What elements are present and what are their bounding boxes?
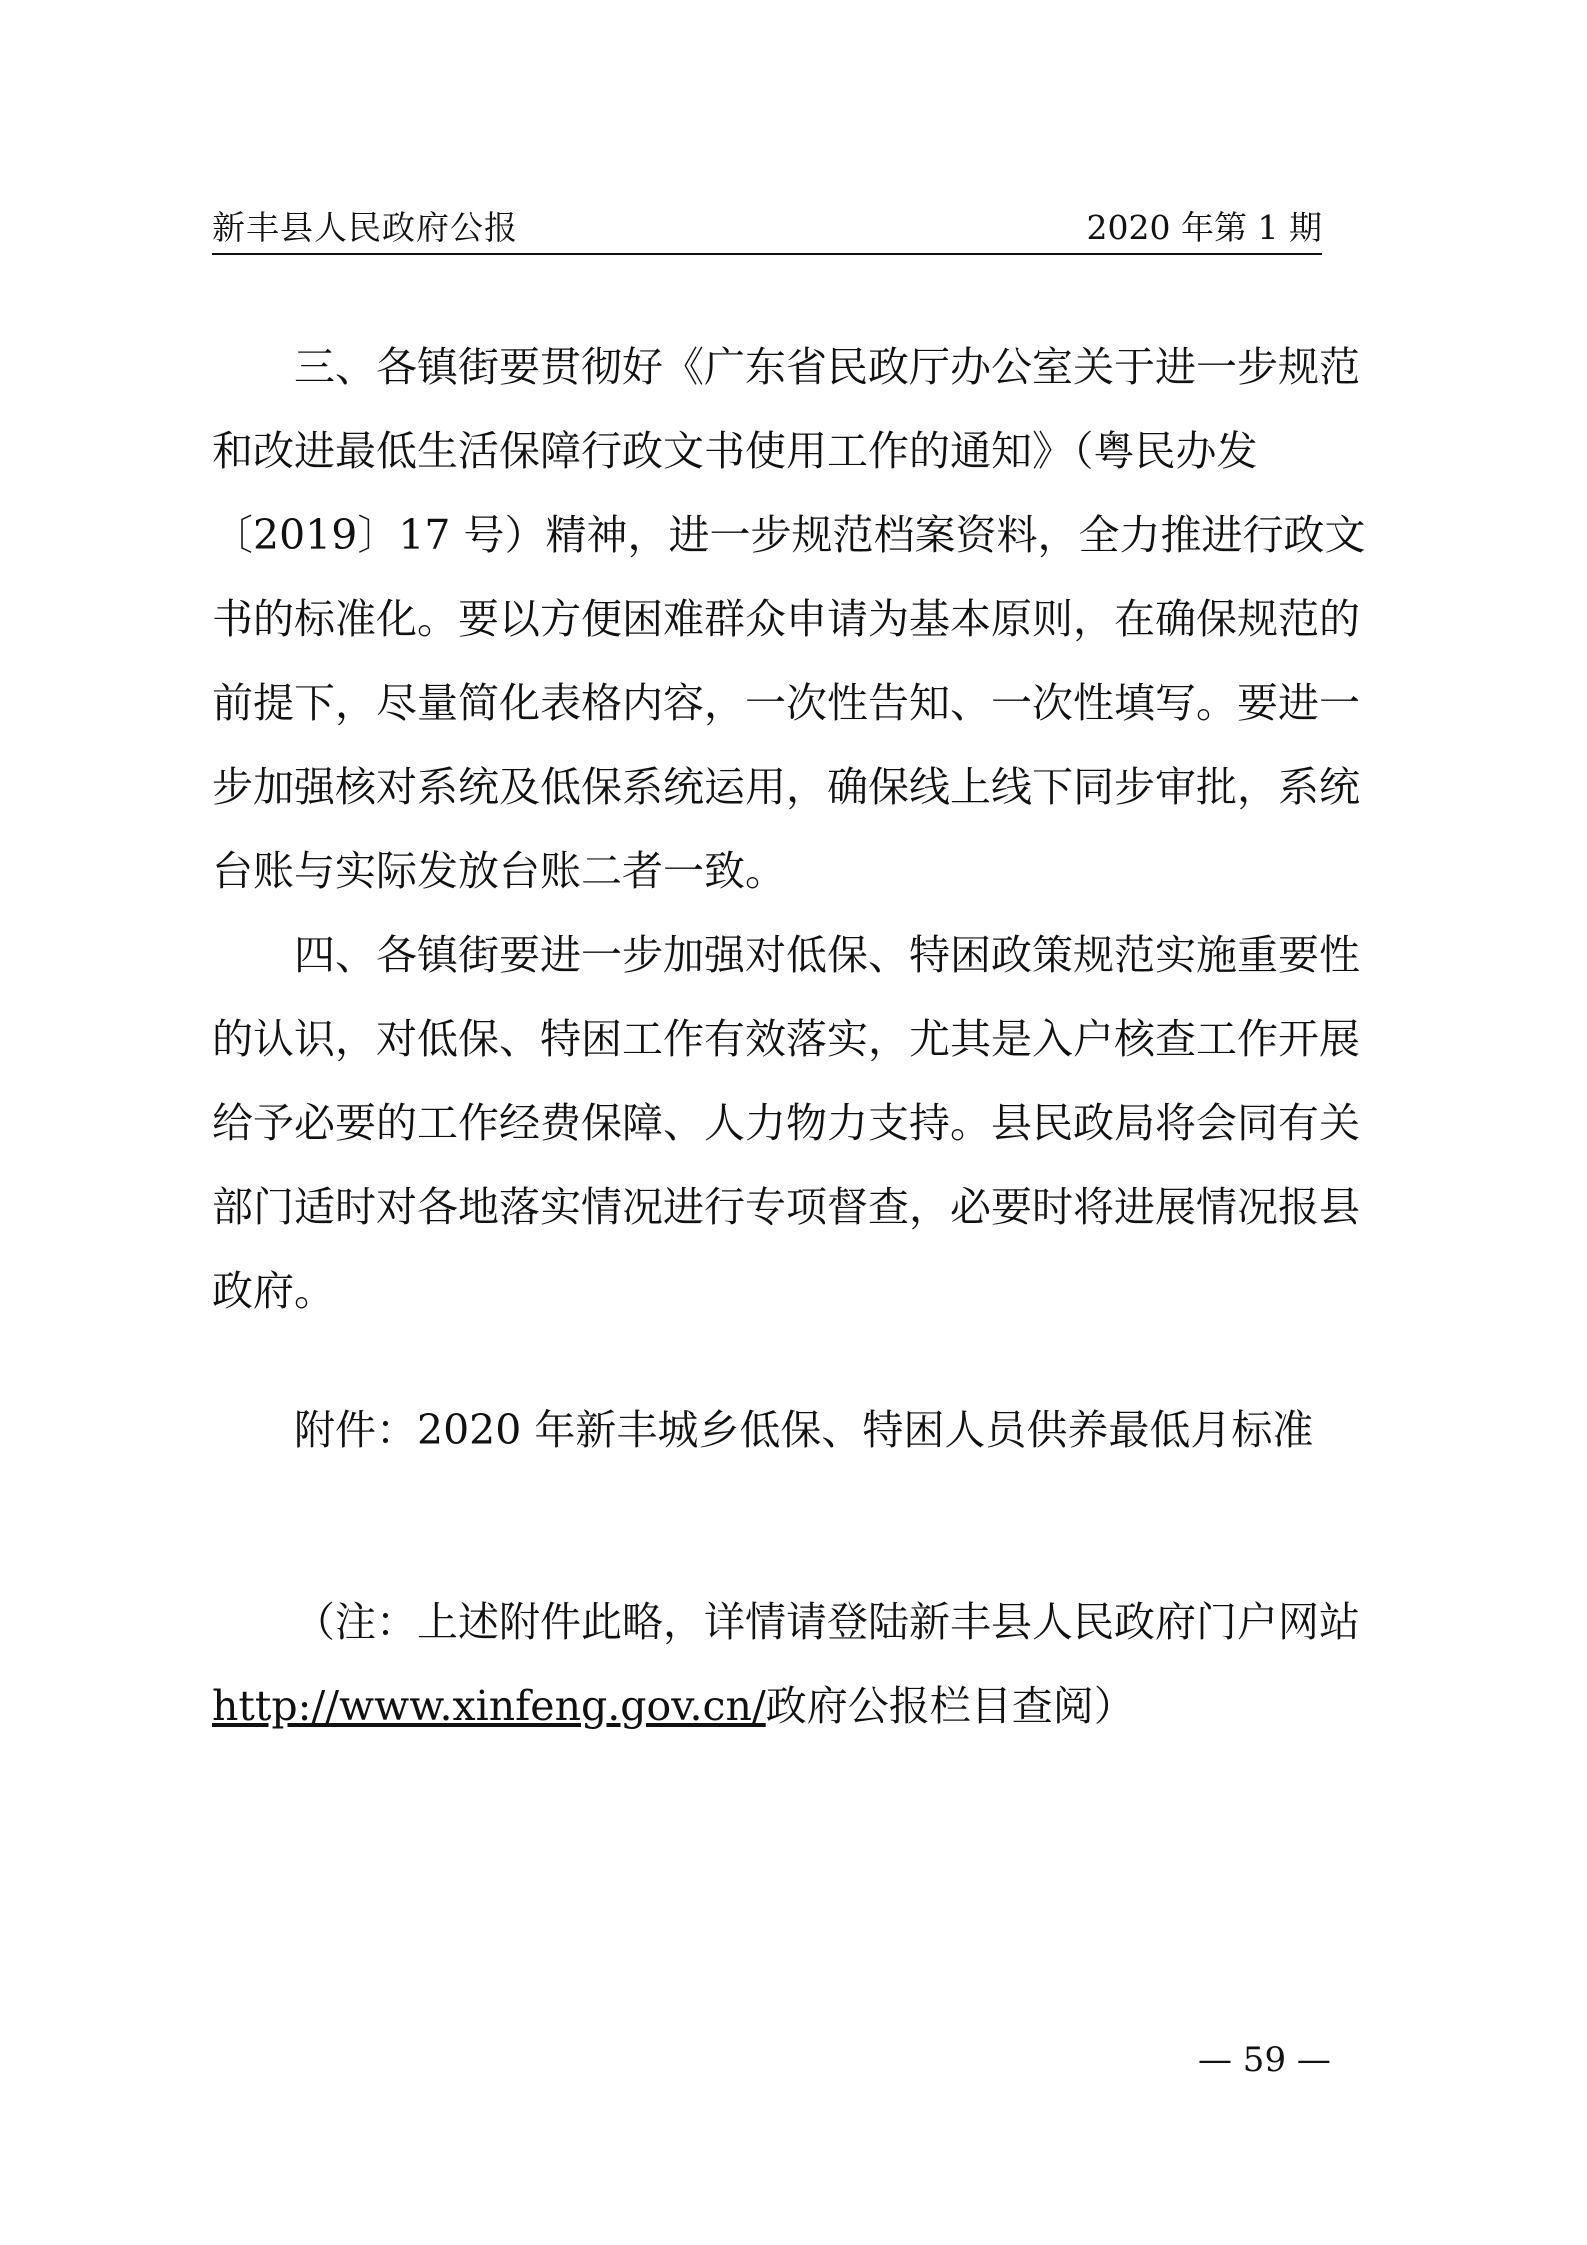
attachment-line: 附件：2020 年新丰城乡低保、特困人员供养最低月标准 [294, 1406, 1314, 1454]
paragraph-four [212, 913, 1387, 1333]
paragraph-line: 台账与实际发放台账二者一致。 [212, 847, 786, 895]
paragraph-line: 给予必要的工作经费保障、人力物力支持。县民政局将会同有关 [212, 1099, 1360, 1147]
website-link[interactable]: http://www.xinfeng.gov.cn/ [212, 1682, 766, 1730]
attachment-note [212, 1388, 1387, 1472]
paragraph-line: 部门适时对各地落实情况进行专项督查，必要时将进展情况报县 [212, 1183, 1360, 1231]
publication-title: 新丰县人民政府公报 [212, 208, 518, 247]
note-line-with-link [212, 1664, 1387, 1748]
paragraph-line: 政府。 [212, 1267, 335, 1315]
paragraph-line: 三、各镇街要贯彻好《广东省民政厅办公室关于进一步规范 [294, 343, 1360, 391]
paragraph-line: 的认识，对低保、特困工作有效落实，尤其是入户核查工作开展 [212, 1015, 1360, 1063]
issue-number: 2020 年第 1 期 [1086, 208, 1322, 247]
paragraph-line: 书的标准化。要以方便困难群众申请为基本原则，在确保规范的 [212, 595, 1360, 643]
paragraph-line: 步加强核对系统及低保系统运用，确保线上线下同步审批，系统 [212, 763, 1360, 811]
page-number: — 59 — [1198, 2040, 1331, 2080]
paragraph-line: 前提下，尽量简化表格内容，一次性告知、一次性填写。要进一 [212, 679, 1360, 727]
paragraph-line: 四、各镇街要进一步加强对低保、特困政策规范实施重要性 [294, 931, 1360, 979]
note-suffix: 政府公报栏目查阅） [765, 1682, 1135, 1730]
page-header [212, 205, 1322, 255]
annotation-note [212, 1580, 1387, 1748]
note-line: （注：上述附件此略，详情请登陆新丰县人民政府门户网站 [294, 1598, 1360, 1646]
paragraph-line: 和改进最低生活保障行政文书使用工作的通知》（粤民办发 [212, 427, 1258, 475]
paragraph-line: 〔2019〕17 号）精神，进一步规范档案资料，全力推进行政文 [212, 511, 1366, 559]
paragraph-three [212, 325, 1387, 913]
